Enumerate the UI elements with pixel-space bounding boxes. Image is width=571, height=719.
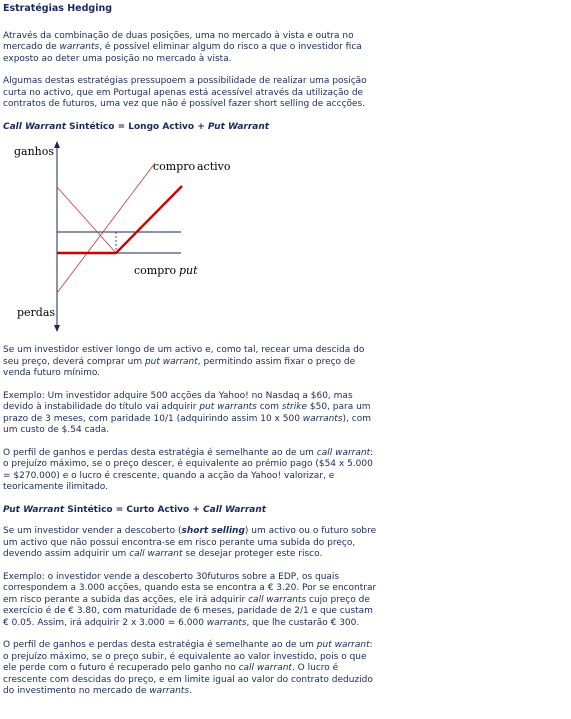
text-segment: call warrant [129,549,183,559]
section2-paragraph-1 [3,526,378,561]
section2-paragraph-2 [3,572,378,630]
synthetic-call-payoff [57,186,182,253]
article [3,3,378,709]
text-segment: put warrants [199,402,257,412]
text-segment: Se um investidor estiver longo de um activo e, como tal, recear uma descida do seu preço, deverá comprar um [3,345,365,367]
text-segment: Call Warrant [203,504,267,515]
text-segment: put warrant [144,356,198,367]
text-segment: Exemplo: o investidor vende a descoberto 30futuros sobre a EDP, os quais correspondem a 3.000 acções, quando esta se encontra a € 3.20. Por se encontrar em risco perante a subida das acções, ele irá adquirir [3,571,377,605]
text-segment: Sintético = Longo Activo + [66,121,208,132]
label-long-put-1: compro [134,264,177,277]
text-segment: ) um activo ou o futuro sobre um activo que não possui encontra-se em risco perante uma subida do preço, devendo assim adquirir um [3,526,377,559]
text-segment: Sintético = Curto Activo + [64,504,204,515]
text-segment: , permitindo assim fixar o preço de venda futuro mínimo. [3,356,356,378]
text-segment: Se um investidor vender a descoberto ( [3,526,182,536]
text-segment: . [189,686,192,696]
text-segment: cujo preço de exercício é de € 3.80, com maturidade de 6 meses, paridade de 2/1 e que custam € 0.05. Assim, irá adquirir 2 x 3.000 = 6.000 [3,594,373,628]
text-segment: $50, para um prazo de 3 meses, com paridade 10/1 (adquirindo assim 10 x 500 [3,402,371,424]
text-segment: short selling [181,526,245,536]
text-segment: : o prejuízo máximo, se o preço descer, é equivalente ao prémio pago ($54 x 5.000 = $270.000) e o lucro é crescente, quando a acção da Yahoo! valorizar, e teoricamente ilimitado. [3,447,374,492]
text-segment: Put Warrant [3,504,65,515]
y-axis-arrow-top [54,141,60,148]
text-segment: warrants [302,413,343,424]
section2-paragraph-3 [3,640,378,698]
section1-paragraph-3 [3,448,378,494]
intro-paragraph-1 [3,31,378,66]
text-segment: Call Warrant [3,121,67,132]
text-segment: O perfil de ganhos e perdas desta estratégia é semelhante ao de um [3,640,317,650]
text-segment: call warrant [238,663,292,673]
text-segment: Exemplo: Um investidor adquire 500 acções da Yahoo! no Nasdaq a $60, mas devido à instabilidade do título vai adquirir [3,390,353,412]
text-segment: se desejar proteger este risco. [182,549,323,559]
text-segment: , que lhe custarão € 300. [246,617,360,628]
text-segment: warrants [149,686,190,696]
intro-paragraph-2 [3,76,378,111]
text-segment: Algumas destas estratégias pressupoem a possibilidade de realizar uma posição curta no activo, que em Portugal apenas está acessível através da utilização de contratos de futuros, uma vez que não é possível fazer short selling de accções. [3,76,367,109]
section1-heading [3,122,378,134]
text-segment: : o prejuízo máximo, se o preço subir, é equivalente ao valor investido, pois o que ele perde com o futuro é recuperado pelo ganho no [3,640,373,673]
page-title: Estratégias Hedging [3,3,113,14]
text-segment: Através da combinação de duas posições, uma no mercado à vista e outra no mercado de [3,30,354,52]
text-segment: com [256,402,282,412]
section1-paragraph-2 [3,391,378,437]
section2-heading [3,505,378,517]
payoff-diagram-svg [9,139,231,339]
label-long-put-2: put [179,264,198,277]
payoff-diagram [9,139,231,339]
y-label-bottom: perdas [17,306,56,319]
text-segment: O perfil de ganhos e perdas desta estratégia é semelhante ao de um [3,447,317,458]
text-segment: , é possível eliminar algum do risco a que o investidor fica exposto ao deter uma posição no mercado à vista. [3,42,362,64]
text-segment: . O lucro é crescente com descidas do preço, e em limite igual ao valor do contrato deduzido do investimento no mercado de [3,663,373,696]
y-label-top: ganhos [14,145,55,158]
section1-paragraph-1 [3,345,378,380]
text-segment: call warrant [316,447,371,458]
text-segment: put warrant [316,640,370,650]
text-segment: ), com um custo de $.54 cada. [3,413,371,435]
long-put-line [57,187,116,253]
label-long-asset-1: compro [153,160,196,173]
label-long-asset-2: activo [197,160,231,173]
text-segment: warrants [206,617,247,628]
text-segment: Put Warrant [207,121,270,132]
text-segment: warrants [59,42,100,52]
text-segment: call warrants [248,594,307,605]
text-segment: strike [281,402,307,412]
y-axis-arrow-bottom [54,325,60,332]
